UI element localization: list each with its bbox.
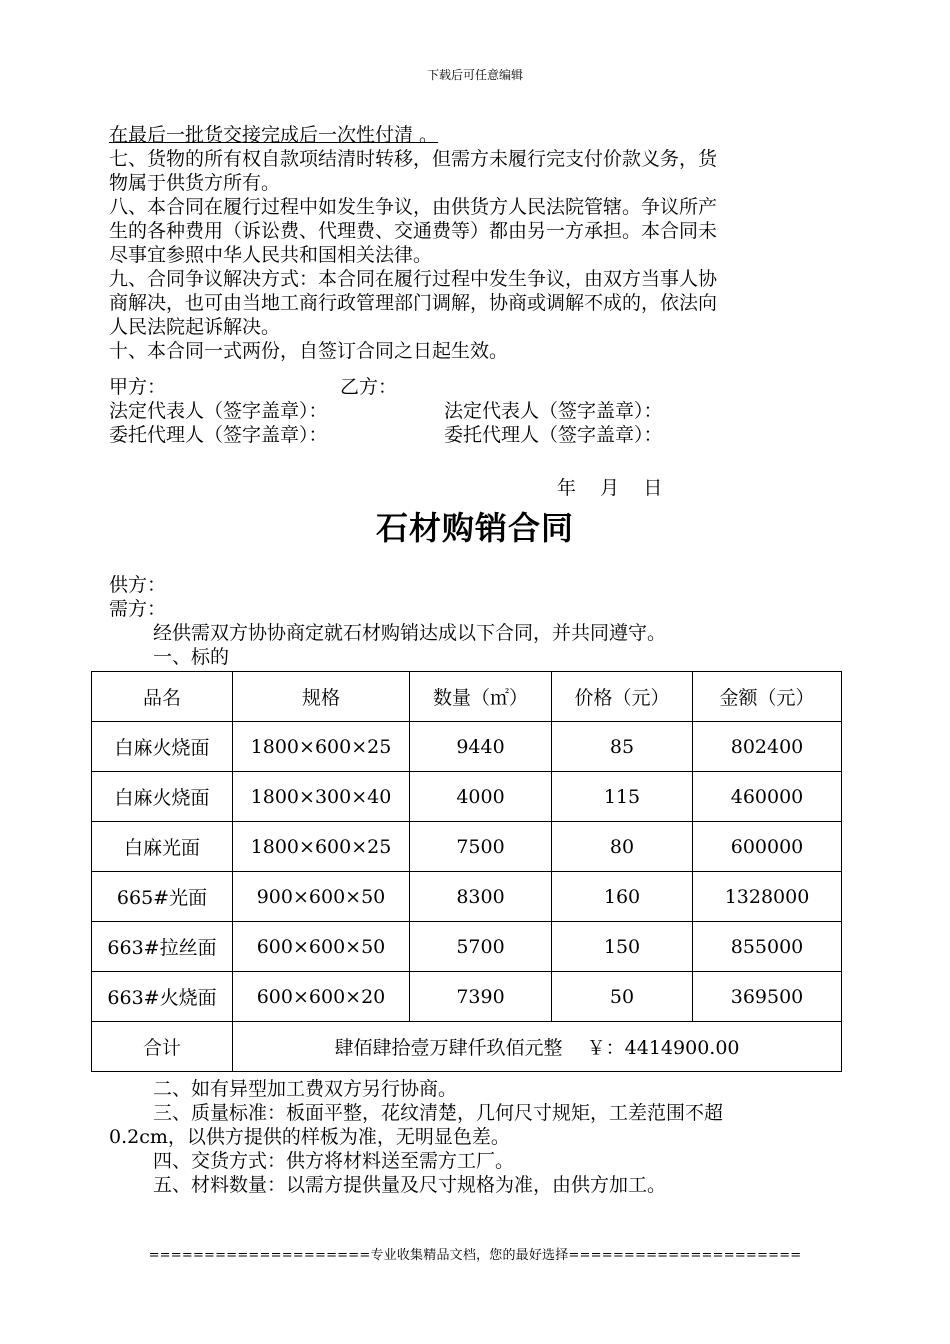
table-cell: 80 (552, 822, 693, 872)
table-cell: 460000 (693, 772, 842, 822)
table-row (92, 922, 842, 972)
clause-line: 商解决，也可由当地工商行政管理部门调解，协商或调解不成的，依法向 (109, 292, 718, 314)
footer-note: ====================专业收集精品文档，您的最好选择===================== (148, 1248, 802, 1263)
legal-rep-a-label: 法定代表人（签字盖章）： (109, 400, 328, 422)
table-cell: 160 (552, 872, 693, 922)
buyer-label: 需方： (109, 598, 167, 620)
table-cell: 1328000 (693, 872, 842, 922)
table-cell: 7500 (410, 822, 552, 872)
section-heading: 一、标的 (153, 646, 230, 668)
table-row (92, 822, 842, 872)
clause-line: 三、质量标准：板面平整，花纹清楚，几何尺寸规矩，工差范围不超 (153, 1102, 724, 1124)
table-row (92, 772, 842, 822)
total-label: 合计 (92, 1022, 233, 1072)
clause-line: 八、本合同在履行过程中如发生争议，由供货方人民法院管辖。争议所产 (109, 196, 718, 218)
clause-line: 在最后一批货交接完成后一次性付清 。 (109, 124, 439, 146)
table-header-row (92, 672, 842, 722)
column-header: 数量（㎡） (410, 672, 552, 722)
table-cell: 50 (552, 972, 693, 1022)
table-cell: 369500 (693, 972, 842, 1022)
table-cell: 白麻火烧面 (92, 772, 233, 822)
clause-line: 人民法院起诉解决。 (109, 316, 281, 338)
table-row (92, 722, 842, 772)
clause-line: 七、货物的所有权自款项结清时转移，但需方未履行完支付价款义务，货 (109, 148, 718, 170)
table-cell: 85 (552, 722, 693, 772)
column-header: 品名 (92, 672, 233, 722)
document-title: 石材购销合同 (375, 509, 574, 547)
table-cell: 600000 (693, 822, 842, 872)
clause-line: 四、交货方式：供方将材料送至需方工厂。 (153, 1150, 515, 1172)
clause-line: 物属于供货方所有。 (109, 172, 281, 194)
parties-block (109, 573, 844, 669)
table-cell: 5700 (410, 922, 552, 972)
clause-line: 尽事宜参照中华人民共和国相关法律。 (109, 244, 433, 266)
table-cell: 663#拉丝面 (92, 922, 233, 972)
table-cell: 150 (552, 922, 693, 972)
supplier-label: 供方： (109, 574, 167, 596)
signing-date: 年 月 日 (557, 477, 663, 499)
bottom-clauses (109, 1077, 844, 1197)
table-row (92, 972, 842, 1022)
table-cell: 8300 (410, 872, 552, 922)
table-cell: 9440 (410, 722, 552, 772)
table-total-row (92, 1022, 842, 1072)
agent-a-label: 委托代理人（签字盖章）： (109, 424, 328, 446)
header-note: 下载后可任意编辑 (426, 68, 523, 82)
table-cell: 1800×600×25 (233, 722, 410, 772)
table-cell: 1800×600×25 (233, 822, 410, 872)
table-cell: 白麻光面 (92, 822, 233, 872)
clause-line: 生的各种费用（诉讼费、代理费、交通费等）都由另一方承担。本合同未 (109, 220, 718, 242)
column-header: 价格（元） (552, 672, 693, 722)
legal-rep-b-label: 法定代表人（签字盖章）： (444, 400, 663, 422)
table-cell: 600×600×50 (233, 922, 410, 972)
clause-line: 十、本合同一式两份，自签订合同之日起生效。 (109, 340, 509, 362)
table-cell: 115 (552, 772, 693, 822)
table-cell: 665#光面 (92, 872, 233, 922)
table-cell: 1800×300×40 (233, 772, 410, 822)
intro-text: 经供需双方协协商定就石材购销达成以下合同，并共同遵守。 (153, 622, 667, 644)
table-cell: 600×600×20 (233, 972, 410, 1022)
table-cell: 4000 (410, 772, 552, 822)
table-cell: 7390 (410, 972, 552, 1022)
table-cell: 900×600×50 (233, 872, 410, 922)
clause-line: 0.2cm，以供方提供的样板为准，无明显色差。 (109, 1126, 510, 1148)
column-header: 规格 (233, 672, 410, 722)
table-cell: 663#火烧面 (92, 972, 233, 1022)
table-row (92, 872, 842, 922)
agent-b-label: 委托代理人（签字盖章）： (444, 424, 663, 446)
column-header: 金额（元） (693, 672, 842, 722)
table-cell: 855000 (693, 922, 842, 972)
total-value: 肆佰肆拾壹万肆仟玖佰元整 ￥：4414900.00 (233, 1022, 842, 1072)
goods-table (91, 671, 842, 1072)
party-b-label: 乙方： (340, 376, 398, 398)
clause-line: 九、合同争议解决方式：本合同在履行过程中发生争议，由双方当事人协 (109, 268, 718, 290)
clause-line: 二、如有异型加工费双方另行协商。 (153, 1078, 458, 1100)
clause-line: 五、材料数量：以需方提供量及尺寸规格为准，由供方加工。 (153, 1174, 667, 1196)
table-cell: 白麻火烧面 (92, 722, 233, 772)
party-a-label: 甲方： (109, 376, 167, 398)
top-clauses (109, 123, 844, 363)
table-cell: 802400 (693, 722, 842, 772)
